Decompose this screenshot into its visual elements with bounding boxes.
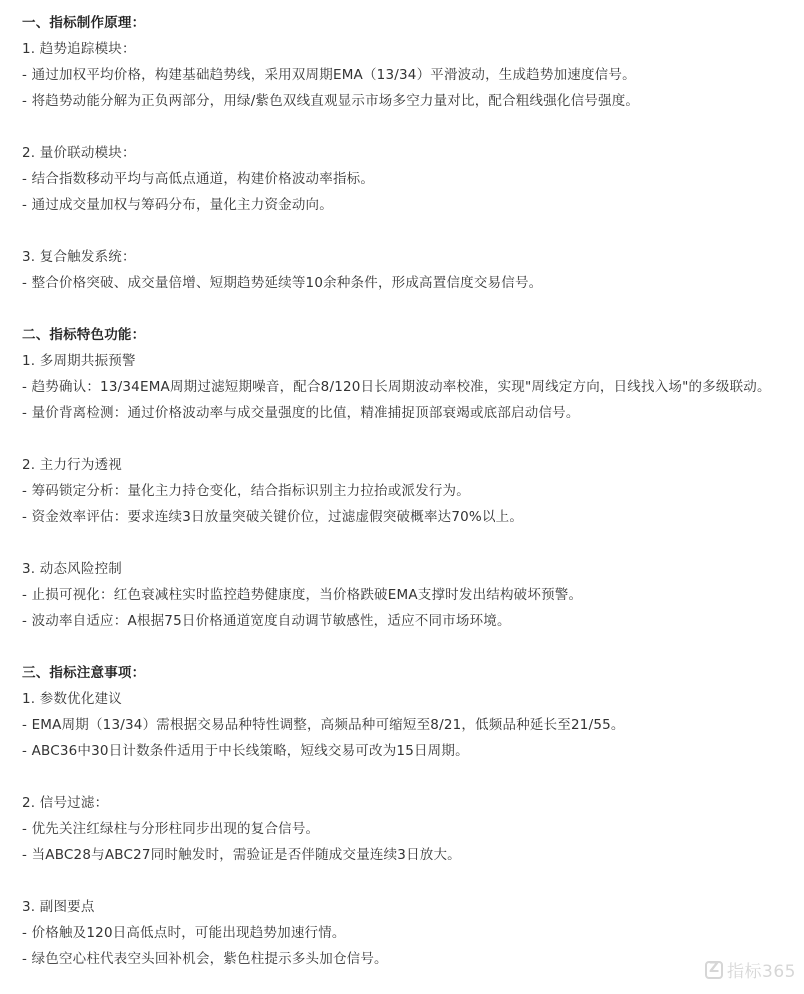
text-line: - ABC36中30日计数条件适用于中长线策略，短线交易可改为15日周期。 xyxy=(22,743,469,759)
note-title-filter: 2. 信号过滤： xyxy=(22,795,109,811)
note-title-subchart: 3. 副图要点 xyxy=(22,899,95,915)
text-line: - 趋势确认：13/34EMA周期过滤短期噪音，配合8/120日长周期波动率校准，实现"周线定方向，日线找入场"的多级联动。 xyxy=(22,379,771,395)
section-title-notes: 三、指标注意事项： xyxy=(22,665,146,681)
note-title-params: 1. 参数优化建议 xyxy=(22,691,122,707)
text-line: - 绿色空心柱代表空头回补机会，紫色柱提示多头加仓信号。 xyxy=(22,951,388,967)
text-line: - 通过成交量加权与筹码分布，量化主力资金动向。 xyxy=(22,197,333,213)
text-line: - 筹码锁定分析：量化主力持仓变化，结合指标识别主力拉抬或派发行为。 xyxy=(22,483,470,499)
module-title-trigger: 3. 复合触发系统： xyxy=(22,249,136,265)
spacer xyxy=(22,634,792,660)
module-title-trend: 1. 趋势追踪模块： xyxy=(22,41,136,57)
text-line: - 资金效率评估：要求连续3日放量突破关键价位，过滤虚假突破概率达70%以上。 xyxy=(22,509,524,525)
text-line: - 将趋势动能分解为正负两部分，用绿/紫色双线直观显示市场多空力量对比，配合粗线强化信号强度。 xyxy=(22,93,640,109)
spacer xyxy=(22,218,792,244)
text-line: - 价格触及120日高低点时，可能出现趋势加速行情。 xyxy=(22,925,346,941)
spacer xyxy=(22,114,792,140)
text-line: - 止损可视化：红色衰减柱实时监控趋势健康度，当价格跌破EMA支撑时发出结构破坏预警。 xyxy=(22,587,583,603)
spacer xyxy=(22,868,792,894)
watermark xyxy=(705,957,796,982)
watermark-text: 指标365 xyxy=(727,962,796,982)
text-line: - 结合指数移动平均与高低点通道，构建价格波动率指标。 xyxy=(22,171,375,187)
feature-title-resonance: 1. 多周期共振预警 xyxy=(22,353,136,369)
feature-title-risk: 3. 动态风险控制 xyxy=(22,561,122,577)
spacer xyxy=(22,764,792,790)
section-title-principles: 一、指标制作原理： xyxy=(22,15,146,31)
text-line: - 当ABC28与ABC27同时触发时，需验证是否伴随成交量连续3日放大。 xyxy=(22,847,461,863)
text-line: - 量价背离检测：通过价格波动率与成交量强度的比值，精准捕捉顶部衰竭或底部启动信号。 xyxy=(22,405,580,421)
document-body xyxy=(22,10,792,972)
spacer xyxy=(22,296,792,322)
feature-title-main-force: 2. 主力行为透视 xyxy=(22,457,122,473)
spacer xyxy=(22,530,792,556)
section-title-features: 二、指标特色功能： xyxy=(22,327,146,343)
text-line: - EMA周期（13/34）需根据交易品种特性调整，高频品种可缩短至8/21，低频品种延长至21/55。 xyxy=(22,717,625,733)
text-line: - 优先关注红绿柱与分形柱同步出现的复合信号。 xyxy=(22,821,320,837)
text-line: - 通过加权平均价格，构建基础趋势线，采用双周期EMA（13/34）平滑波动，生成趋势加速度信号。 xyxy=(22,67,636,83)
module-title-volume-price: 2. 量价联动模块： xyxy=(22,145,136,161)
text-line: - 整合价格突破、成交量倍增、短期趋势延续等10余种条件，形成高置信度交易信号。 xyxy=(22,275,543,291)
text-line: - 波动率自适应：A根据75日价格通道宽度自动调节敏感性，适应不同市场环境。 xyxy=(22,613,511,629)
z-logo-icon xyxy=(705,961,723,979)
spacer xyxy=(22,426,792,452)
